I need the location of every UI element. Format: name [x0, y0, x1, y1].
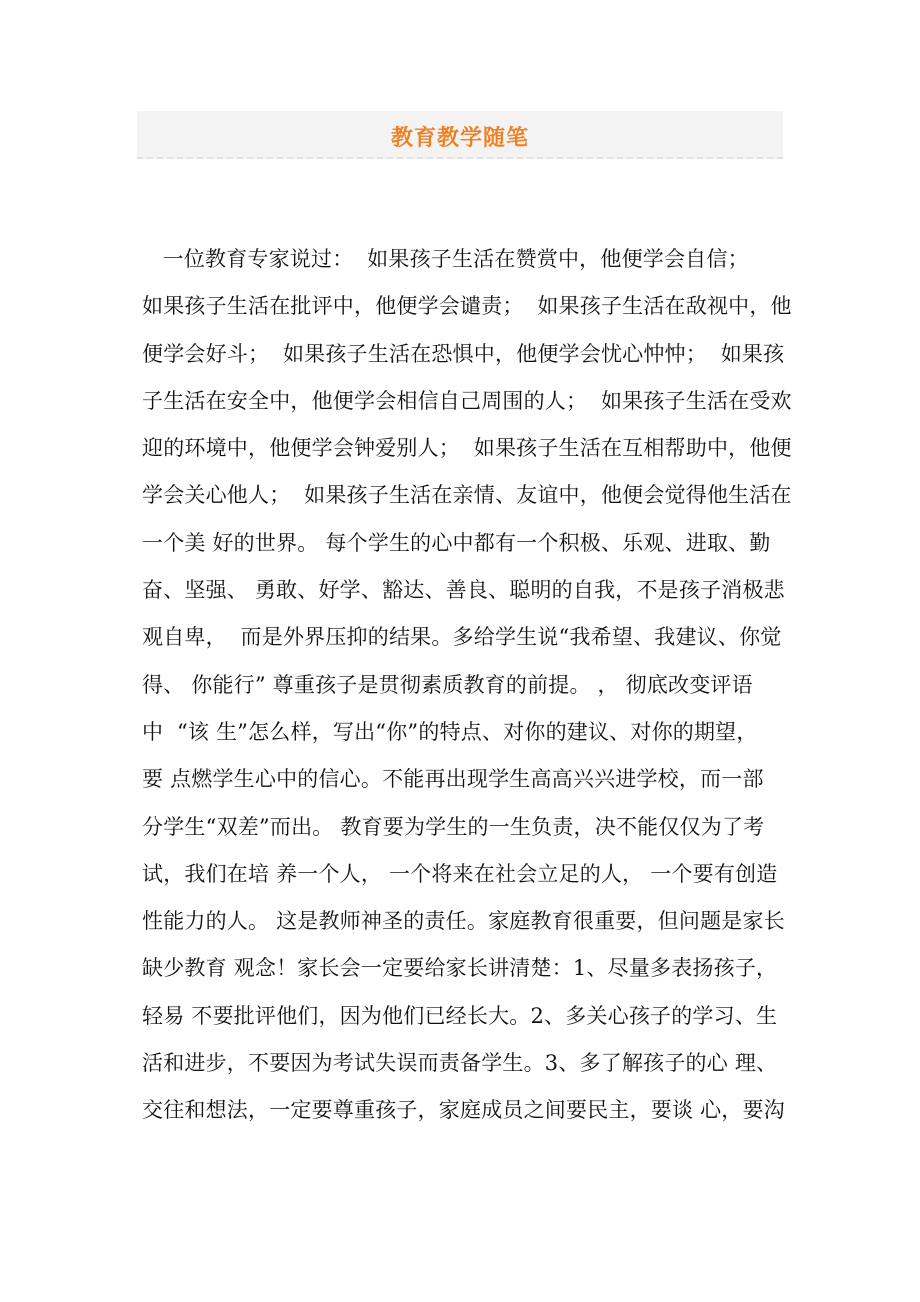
body-line: 迎的环境中，他便学会钟爱别人； 如果孩子生活在互相帮助中，他便	[142, 436, 792, 461]
body-line: 轻易 不要批评他们，因为他们已经长大。2、多关心孩子的学习、生	[142, 1003, 778, 1028]
body-line: 分学生“双差”而出。 教育要为学生的一生负责，决不能仅仅为了考	[142, 814, 765, 839]
document-title: 教育教学随笔	[390, 126, 529, 151]
body-line: 观自卑， 而是外界压抑的结果。多给学生说“我希望、我建议、你觉	[142, 625, 782, 650]
body-line: 一个美 好的世界。 每个学生的心中都有一个积极、乐观、进取、勤	[142, 530, 771, 555]
body-line: 活和进步，不要因为考试失误而责备学生。3、多了解孩子的心 理、	[142, 1051, 778, 1076]
body-line: 得、 你能行” 尊重孩子是贯彻素质教育的前提。 ， 彻底改变评语	[142, 672, 753, 697]
document-body	[142, 244, 792, 1143]
body-line: 奋、坚强、 勇敢、好学、豁达、善良、聪明的自我，不是孩子消极悲	[142, 578, 785, 603]
body-line: 学会关心他人； 如果孩子生活在亲情、友谊中，他便会觉得他生活在	[142, 483, 792, 508]
body-line: 性能力的人。 这是教师神圣的责任。家庭教育很重要，但问题是家长	[142, 909, 785, 934]
body-line: 一位教育专家说过： 如果孩子生活在赞赏中，他便学会自信；	[142, 247, 749, 271]
body-line: 交往和想法，一定要尊重孩子，家庭成员之间要民主，要谈 心，要沟	[142, 1098, 785, 1123]
body-line: 便学会好斗； 如果孩子生活在恐惧中，他便学会忧心忡忡； 如果孩	[142, 341, 785, 366]
body-line: 如果孩子生活在批评中，他便学会谴责； 如果孩子生活在敌视中，他	[142, 294, 792, 319]
body-line: 子生活在安全中，他便学会相信自己周围的人； 如果孩子生活在受欢	[142, 388, 792, 413]
title-banner	[137, 111, 783, 159]
body-line: 要 点燃学生心中的信心。不能再出现学生高高兴兴进学校，而一部	[142, 767, 764, 792]
body-line: 中 “该 生”怎么样，写出“你”的特点、对你的建议、对你的期望，	[142, 719, 758, 744]
body-line: 缺少教育 观念！家长会一定要给家长讲清楚：1、尽量多表扬孩子，	[142, 956, 778, 981]
body-line: 试，我们在培 养一个人， 一个将来在社会立足的人， 一个要有创造	[142, 861, 778, 886]
